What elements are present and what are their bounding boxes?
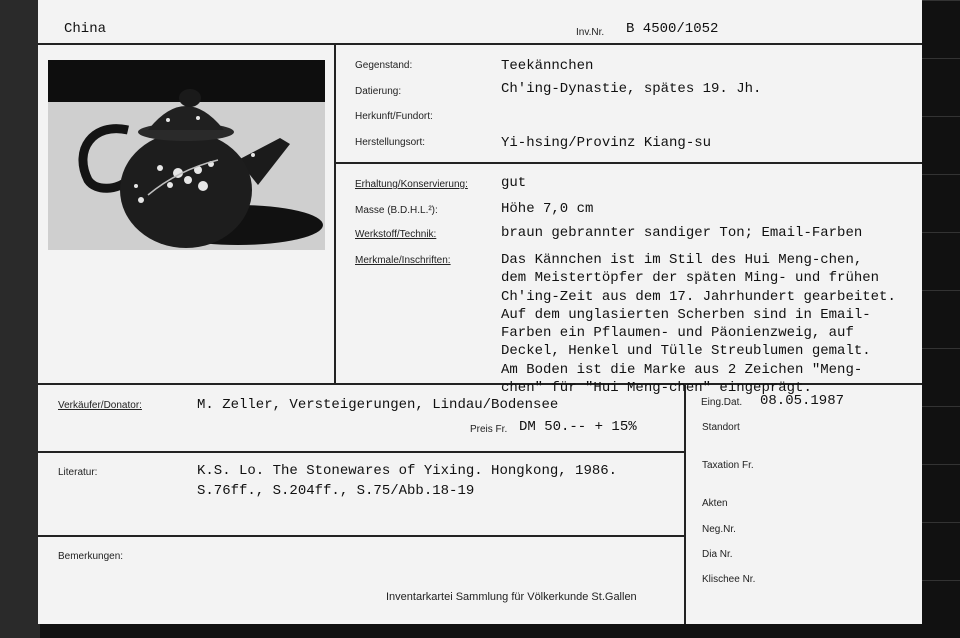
- verkaeufer-value: M. Zeller, Versteigerungen, Lindau/Bodensee: [197, 397, 559, 413]
- eing-dat-label: Eing.Dat.: [701, 397, 743, 408]
- right-panel-divider: [684, 384, 686, 624]
- merkmale-line: Auf dem unglasierten Scherben sind in Email-: [501, 306, 871, 323]
- inventory-card: [38, 0, 922, 624]
- literatur-label: Literatur:: [58, 467, 98, 478]
- institution-footer: Inventarkartei Sammlung für Völkerkunde St.Gallen: [386, 591, 637, 603]
- masse-label: Masse (B.D.H.L.²):: [355, 205, 438, 216]
- herstellungsort-label: Herstellungsort:: [355, 137, 426, 148]
- datierung-value: Ch'ing-Dynastie, spätes 19. Jh.: [501, 81, 762, 97]
- merkmale-line: Ch'ing-Zeit aus dem 17. Jahrhundert gearbeitet.: [501, 288, 896, 305]
- photo-divider: [334, 44, 336, 384]
- werkstoff-value: braun gebrannter sandiger Ton; Email-Farben: [501, 225, 863, 241]
- object-photo: [48, 60, 325, 250]
- dia-nr-label: Dia Nr.: [702, 549, 733, 560]
- header-rule: [38, 43, 922, 45]
- merkmale-line: Farben ein Pflaumen- und Päonienzweig, auf: [501, 325, 854, 342]
- masse-value: Höhe 7,0 cm: [501, 201, 594, 217]
- merkmale-label: Merkmale/Inschriften:: [355, 255, 451, 266]
- merkmale-text: [501, 251, 931, 397]
- merkmale-line: chen" für "Hui Meng-chen" eingeprägt.: [501, 380, 812, 397]
- herstellungsort-value: Yi-hsing/Provinz Kiang-su: [501, 135, 712, 151]
- merkmale-line: Am Boden ist die Marke aus 2 Zeichen "Meng-: [501, 361, 863, 378]
- literatur-rule: [38, 535, 685, 537]
- literatur-line-2: S.76ff., S.204ff., S.75/Abb.18-19: [197, 483, 475, 499]
- gegenstand-label: Gegenstand:: [355, 60, 413, 71]
- teapot-image: [48, 60, 325, 250]
- preis-value: DM 50.-- + 15%: [519, 419, 637, 435]
- inv-number: B 4500/1052: [626, 21, 719, 37]
- standort-label: Standort: [702, 422, 740, 433]
- inv-number-label: Inv.Nr.: [576, 27, 605, 38]
- acquisition-rule: [38, 451, 685, 453]
- background-left: [0, 0, 40, 638]
- merkmale-line: Das Kännchen ist im Stil des Hui Meng-chen,: [501, 252, 863, 268]
- datierung-label: Datierung:: [355, 86, 402, 97]
- eing-dat-value: 08.05.1987: [760, 393, 845, 409]
- werkstoff-label: Werkstoff/Technik:: [355, 229, 437, 240]
- verkaeufer-label: Verkäufer/Donator:: [58, 400, 142, 411]
- preis-label: Preis Fr.: [470, 424, 508, 435]
- klischee-nr-label: Klischee Nr.: [702, 574, 756, 585]
- bemerkungen-label: Bemerkungen:: [58, 551, 124, 562]
- herkunft-label: Herkunft/Fundort:: [355, 111, 433, 122]
- neg-nr-label: Neg.Nr.: [702, 524, 736, 535]
- merkmale-line: dem Meistertöpfer der späten Ming- und frühen: [501, 270, 880, 287]
- literatur-line-1: K.S. Lo. The Stonewares of Yixing. Hongkong, 1986.: [197, 463, 618, 479]
- erhaltung-label: Erhaltung/Konservierung:: [355, 179, 468, 190]
- akten-label: Akten: [702, 498, 728, 509]
- erhaltung-value: gut: [501, 175, 527, 191]
- taxation-label: Taxation Fr.: [702, 460, 754, 471]
- object-rule: [335, 162, 922, 164]
- gegenstand-value: Teekännchen: [501, 58, 594, 74]
- region-label: China: [64, 21, 107, 37]
- merkmale-line: Deckel, Henkel und Tülle Streublumen gemalt.: [501, 343, 871, 360]
